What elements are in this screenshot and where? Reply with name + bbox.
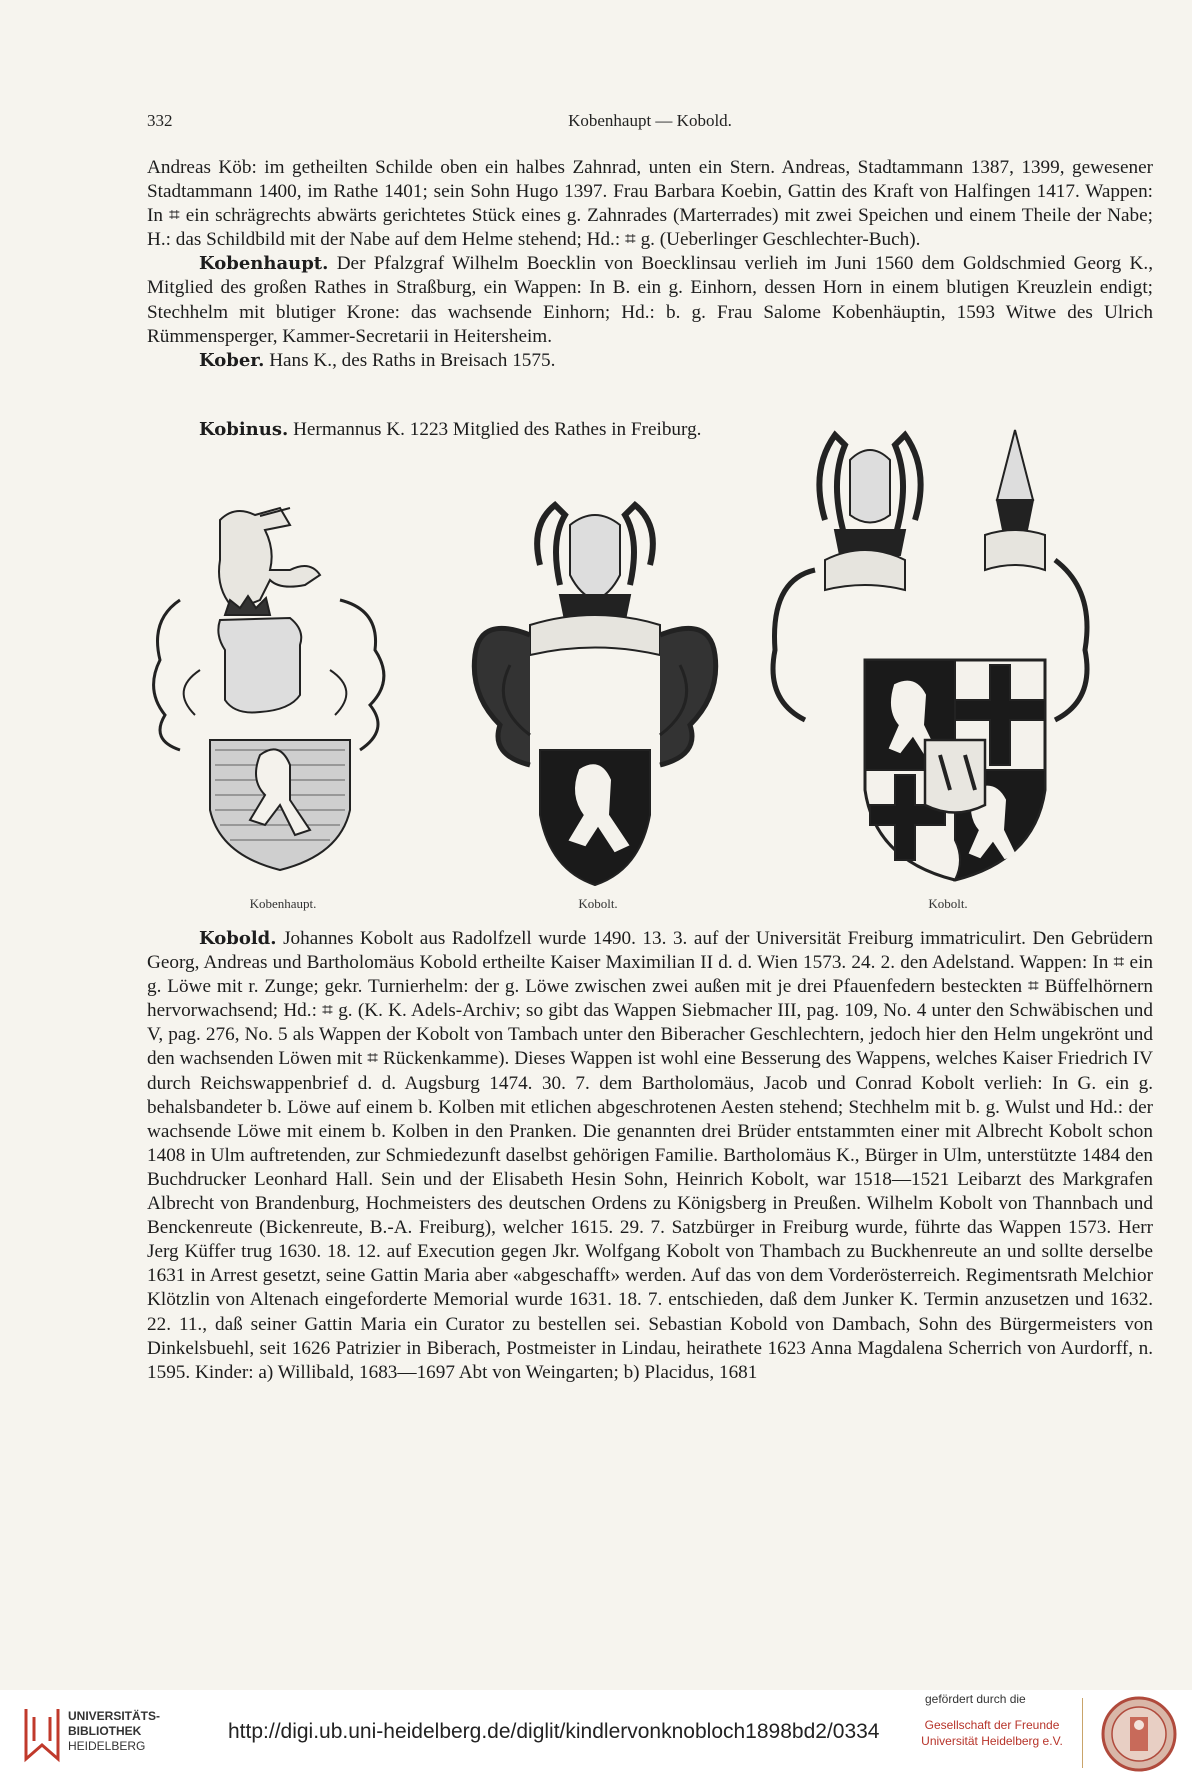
caption-kobenhaupt: Kobenhaupt. (249, 896, 317, 911)
entry-text: Hans K., des Raths in Breisach 1575. (264, 349, 556, 371)
paragraph-kobold (147, 927, 1153, 1385)
footer-divider (1082, 1698, 1083, 1768)
page-header (147, 111, 1153, 135)
paragraph-koeb (147, 156, 1153, 252)
library-name-line: UNIVERSITÄTS- (68, 1709, 161, 1723)
library-name (68, 1709, 160, 1754)
running-head: Kobenhaupt — Kobold. (568, 111, 732, 130)
entry-head: Kobold. (199, 928, 277, 949)
coat-of-arms-kobenhaupt (140, 500, 425, 880)
sponsor-name (912, 1717, 1072, 1749)
university-seal-icon (1100, 1695, 1178, 1773)
entry-head: Kober. (199, 349, 265, 371)
entry-text: Andreas Köb: im getheilten Schilde oben ein halbes Zahnrad, unten ein Stern. Andreas, Stadtammann 1387, 1399, gewesener Stadtammann 1400, im Rathe 1401; sein Sohn Hugo 1397. Frau Barbara Koebin, Gattin des Kraft von Halfingen 1417. Wappen: In ⌗ ein schrägrechts abwärts gerichtetes Stück eines g. Zahnrades (Marterrades) mit zwei Speichen und einem Theile der Nabe; H.: das Schildbild mit der Nabe auf dem Helme stehend; Hd.: ⌗ g. (Ueberlinger Geschlechter-Buch). (147, 157, 1153, 251)
text-block-top (147, 156, 1153, 373)
library-logo-icon (20, 1705, 64, 1763)
coat-of-arms-kobolt-2 (765, 420, 1095, 890)
paragraph-kobenhaupt (147, 252, 1153, 348)
entry-head: Kobinus. (199, 419, 289, 440)
entry-head: Kobenhaupt. (199, 253, 329, 275)
caption-kobolt-1: Kobolt. (578, 896, 618, 911)
paragraph-kobinus (147, 418, 732, 442)
sponsor-name-line: Gesellschaft der Freunde (924, 1718, 1060, 1732)
entry-text: Johannes Kobolt aus Radolfzell wurde 1490. 13. 3. auf der Universität Freiburg immatriculirt. Den Gebrüdern Georg, Andreas und Bartholomäus Kobold ertheilte Kaiser Maximilian II d. d. Wien 1573. 24. 2. den Adelstand. Wappen: In ⌗ ein g. Löwe mit r. Zunge; gekr. Turnierhelm: der g. Löwe zwischen zwei außen mit je drei Pfauenfedern besteckten ⌗ Büffelhörnern hervorwachsend; Hd.: ⌗ g. (K. K. Adels-Archiv; so gibt das Wappen Siebmacher III, pag. 109, No. 4 unter den Schwäbischen und V, pag. 276, No. 5 als Wappen der Kobolt von Tambach unter den Biberacher Geschlechtern, jedoch hier den Helm ungekrönt und den wachsenden Löwen mit ⌗ Rückenkamme). Dieses Wappen ist wohl eine Besserung des Wappens, welches Kaiser Friedrich IV durch Reichswappenbrief d. d. Augsburg 1474. 30. 7. dem Bartholomäus, Jacob und Conrad Kobolt verlieh: In G. ein g. behalsbandeter b. Löwe auf einem b. Kolben mit etlichen abgeschrotenen Aesten stehend; Stechhelm mit b. g. Wulst und Hd.: der wachsende Löwe mit einem b. Kolben in den Pranken. Die genannten drei Brüder entstammten einer mit Albrecht Kobolt schon 1408 in Ulm auftretenden, zur Schmiedezunft daselbst gehörigen Familie. Bartholomäus K., Bürger in Ulm, unterstützte 1484 den Buchdrucker Leonhard Hall. Sein und der Elisabeth Hesin Sohn, Heinrich Kobolt, war 1518—1521 Leibarzt des Markgrafen Albrecht von Brandenburg, Hochmeisters des deutschen Ordens zu Königsberg in Preußen. Wilhelm Kobolt von Thannbach und Benckenreute (Bickenreute, B.-A. Freiburg), welcher 1615. 29. 7. Satzbürger in Freiburg wurde, führte das Wappen 1573. Herr Jerg Küffer trug 1630. 18. 12. auf Execution gegen Jkr. Wolfgang Kobolt von Thambach zu Buckhenreute an und sollte derselbe 1631 in Arrest gesetzt, seine Gattin Maria aber «abgeschafft» werden. Auf das von dem Vorderösterreich. Regimentsrath Melchior Klötzlin von Altenach eingeforderte Memorial wurde 1631. 18. 7. entschieden, daß dem Junker K. Termin anzusetzen und 1632. 22. 11., daß seiner Gattin Maria ein Curator zu bestellen sei. Sebastian Kobold von Dambach, Sohn des Bürgermeisters von Dinkelsbuehl, seit 1626 Patrizier in Biberach, Postmeister in Lindau, heirathete 1623 Anna Magdalena Scherrich von Aurdorff, n. 1595. Kinder: a) Willibald, 1683—1697 Abt von Weingarten; b) Placidus, 1681 (147, 928, 1153, 1383)
library-name-line: HEIDELBERG (68, 1739, 146, 1753)
caption-kobolt-2: Kobolt. (928, 896, 968, 911)
library-name-line: BIBLIOTHEK (68, 1724, 142, 1738)
paragraph-kober (147, 349, 1153, 373)
text-block-kobinus (147, 418, 732, 442)
entry-text: Der Pfalzgraf Wilhelm Boecklin von Boecklinsau verlieh im Juni 1560 dem Goldschmied Georg K., Mitglied des großen Rathes in Straßburg, ein Wappen: In B. ein g. Einhorn, dessen Horn in einem blutigen Kreuzlein endigt; Stechhelm mit blutiger Krone: das wachsende Einhorn; Hd.: b. g. Frau Salome Kobenhäuptin, 1593 Witwe des Ulrich Rümmensperger, Kammer-Secretarii in Heitersheim. (147, 253, 1153, 347)
entry-text: Hermannus K. 1223 Mitglied des Rathes in Freiburg. (288, 419, 702, 440)
coat-of-arms-kobolt-1 (470, 495, 720, 890)
permalink-url[interactable]: http://digi.ub.uni-heidelberg.de/diglit/kindlervonknobloch1898bd2/0334 (228, 1720, 880, 1743)
sponsor-name-line: Universität Heidelberg e.V. (921, 1734, 1063, 1748)
sponsor-caption: gefördert durch die (925, 1692, 1026, 1706)
text-block-kobold (147, 927, 1153, 1385)
page-number: 332 (147, 111, 173, 130)
